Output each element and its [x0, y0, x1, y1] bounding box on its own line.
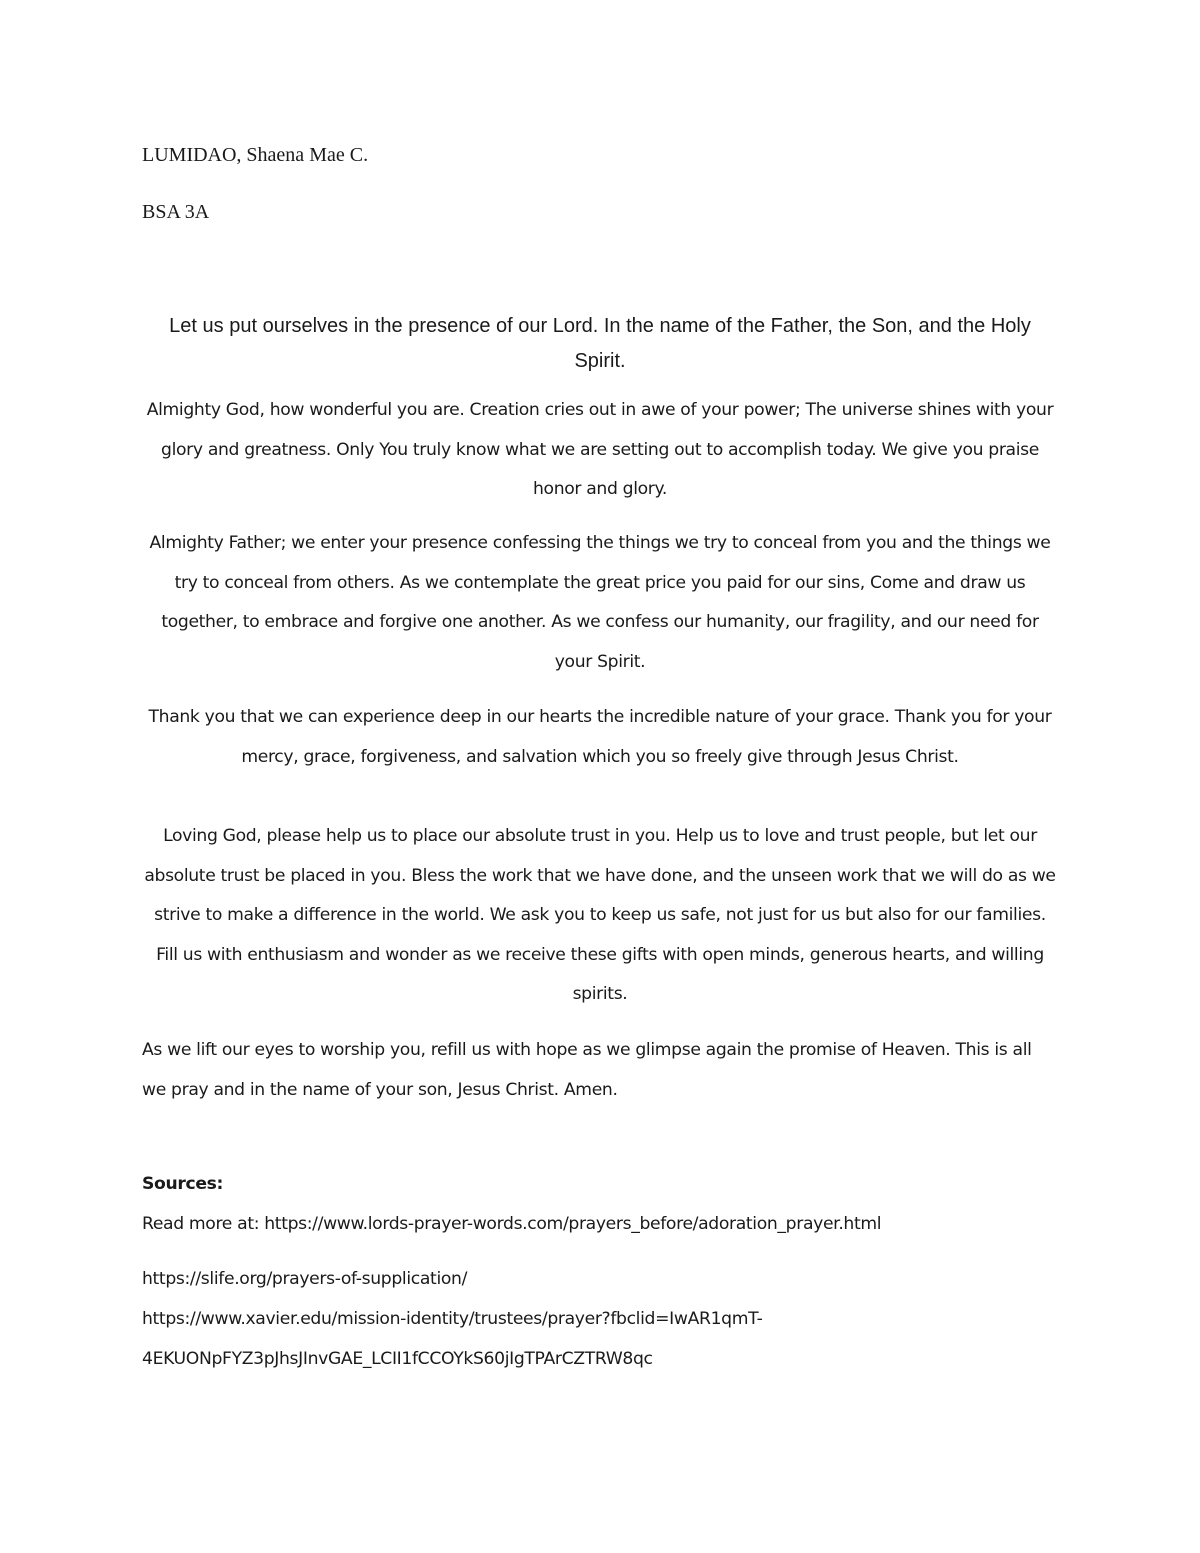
source-link-lords-prayer[interactable]: Read more at: https://www.lords-prayer-words.com/prayers_before/adoration_prayer.html — [142, 1214, 882, 1234]
sources-heading: Sources: — [142, 1174, 224, 1194]
source-link-xavier-continued[interactable]: 4EKUONpFYZ3pJhsJInvGAE_LCII1fCCOYkS60jIgTPArCZTRW8qc — [142, 1349, 653, 1369]
intro-paragraph: Let us put ourselves in the presence of our Lord. In the name of the Father, the Son, and the Holy Spirit. — [169, 315, 1031, 372]
student-section: BSA 3A — [142, 201, 210, 223]
prayer-paragraph-thanksgiving: Thank you that we can experience deep in our hearts the incredible nature of your grace. Thank you for your mercy, grace, forgiveness, and salvation which you so freely give through Jesus Christ. — [148, 707, 1052, 767]
prayer-paragraph-adoration: Almighty God, how wonderful you are. Creation cries out in awe of your power; The universe shines with your glory and greatness. Only You truly know what we are setting out to accomplish today. We give you praise honor and glory. — [146, 400, 1054, 500]
source-link-xavier[interactable]: https://www.xavier.edu/mission-identity/trustees/prayer?fbclid=IwAR1qmT- — [142, 1309, 763, 1329]
student-name: LUMIDAO, Shaena Mae C. — [142, 144, 369, 166]
prayer-paragraph-closing: As we lift our eyes to worship you, refill us with hope as we glimpse again the promise of Heaven. This is all we pray and in the name of your son, Jesus Christ. Amen. — [142, 1040, 1032, 1100]
prayer-paragraph-supplication: Loving God, please help us to place our absolute trust in you. Help us to love and trust people, but let our absolute trust be placed in you. Bless the work that we have done, and the unseen work that we will do as we strive to make a difference in the world. We ask you to keep us safe, not just for us but also for our families. Fill us with enthusiasm and wonder as we receive these gifts with open minds, generous hearts, and willing spirits. — [144, 826, 1056, 1005]
prayer-paragraph-confession: Almighty Father; we enter your presence confessing the things we try to conceal from you and the things we try to conceal from others. As we contemplate the great price you paid for our sins, Come and draw us together, to embrace and forgive one another. As we confess our humanity, our fragility, and our need for your Spirit. — [149, 533, 1051, 672]
source-link-slife[interactable]: https://slife.org/prayers-of-supplication/ — [142, 1269, 468, 1289]
